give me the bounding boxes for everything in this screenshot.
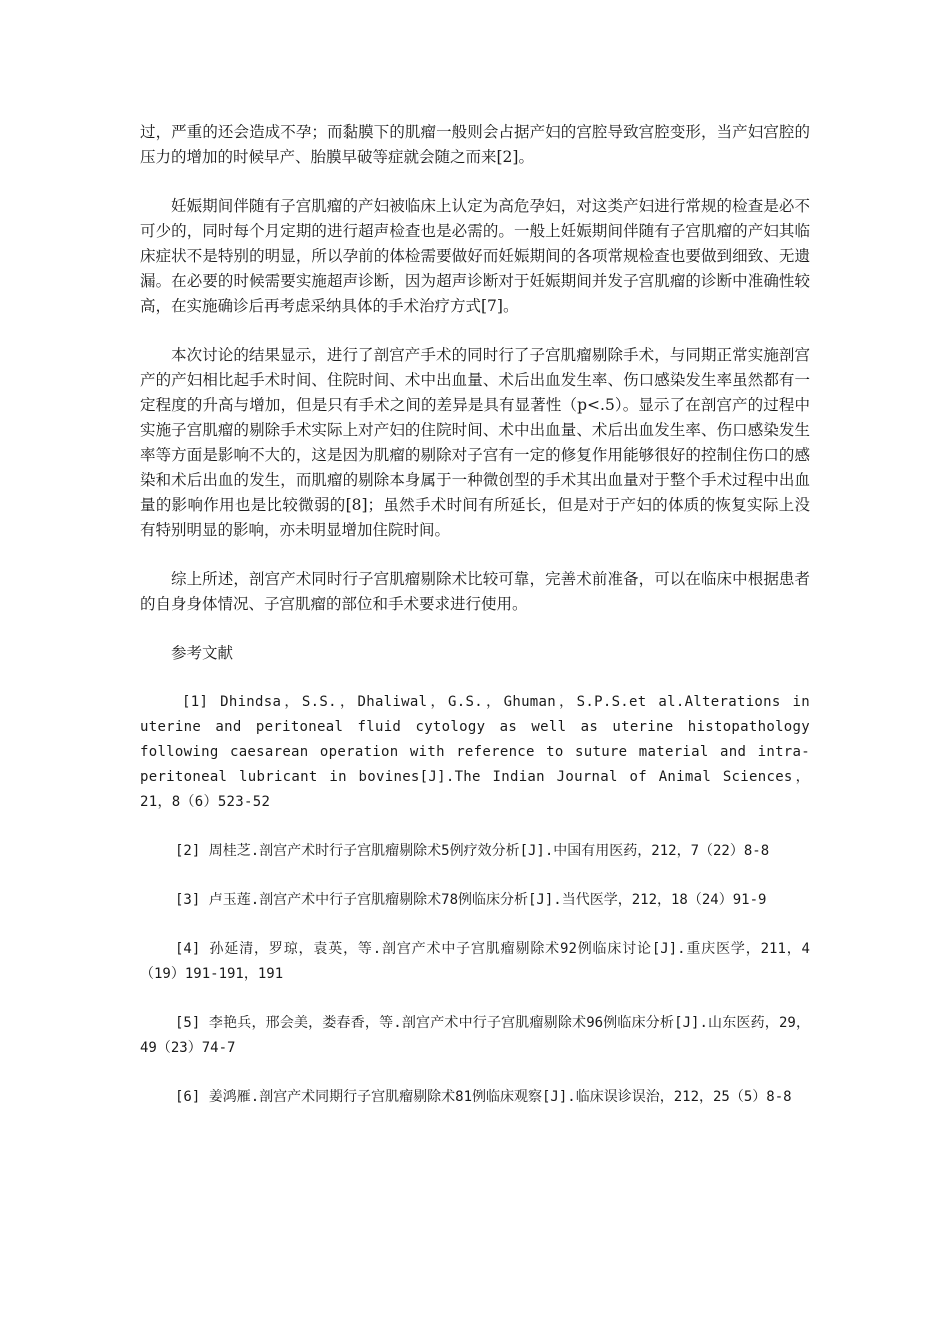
paragraph-gap [140,666,810,690]
paragraph-gap [140,319,810,343]
body-paragraph: 过，严重的还会造成不孕；而黏膜下的肌瘤一般则会占据产妇的宫腔导致宫腔变形，当产妇宫腔的压力的增加的时候早产、胎膜早破等症就会随之而来[2]。 [140,123,810,166]
paragraph-gap [140,543,810,567]
body-paragraph: 综上所述，剖宫产术同时行子宫肌瘤剔除术比较可靠，完善术前准备，可以在临床中根据患者的自身身体情况、子宫肌瘤的部位和手术要求进行使用。 [140,570,810,613]
reference-item: [6] 姜鸿雁.剖宫产术同期行子宫肌瘤剔除术81例临床观察[J].临床误诊误治，212，25（5）8-8 [175,1089,792,1105]
paragraph-gap [140,617,810,641]
paragraph-gap [140,1061,810,1085]
paragraph-gap [140,913,810,937]
paragraph-gap [140,170,810,194]
references-heading: 参考文献 [171,644,234,662]
reference-item: [4] 孙延清，罗琼，袁英，等.剖宫产术中子宫肌瘤剔除术92例临床讨论[J].重庆医学，211，4（19）191-191，191 [140,941,810,982]
document-body [140,120,810,1110]
body-paragraph: 本次讨论的结果显示，进行了剖宫产手术的同时行了子宫肌瘤剔除手术，与同期正常实施剖宫产的产妇相比起手术时间、住院时间、术中出血量、术后出血发生率、伤口感染发生率虽然都有一定程度的升高与增加，但是只有手术之间的差异是具有显著性（p<.5）。显示了在剖宫产的过程中实施子宫肌瘤的剔除手术实际上对产妇的住院时间、术中出血量、术后出血发生率、伤口感染发生率等方面是影响不大的，这是因为肌瘤的剔除对子宫有一定的修复作用能够很好的控制住伤口的感染和术后出血的发生，而肌瘤的剔除本身属于一种微创型的手术其出血量对于整个手术过程中出血量的影响作用也是比较微弱的[8]；虽然手术时间有所延长，但是对于产妇的体质的恢复实际上没有特别明显的影响，亦未明显增加住院时间。 [140,346,810,539]
reference-item: [2] 周桂芝.剖宫产术时行子宫肌瘤剔除术5例疗效分析[J].中国有用医药，212，7（22）8-8 [175,843,770,859]
paragraph-gap [140,987,810,1011]
body-paragraph: 妊娠期间伴随有子宫肌瘤的产妇被临床上认定为高危孕妇，对这类产妇进行常规的检查是必不可少的，同时每个月定期的进行超声检查也是必需的。一般上妊娠期间伴随有子宫肌瘤的产妇其临床症状不是特别的明显，所以孕前的体检需要做好而妊娠期间的各项常规检查也要做到细致、无遗漏。在必要的时候需要实施超声诊断，因为超声诊断对于妊娠期间并发子宫肌瘤的诊断中准确性较高，在实施确诊后再考虑采纳具体的手术治疗方式[7]。 [140,197,810,315]
reference-item: [3] 卢玉莲.剖宫产术中行子宫肌瘤剔除术78例临床分析[J].当代医学，212，18（24）91-9 [175,892,767,908]
reference-item: [5] 李艳兵，邢会美，娄春香，等.剖宫产术中行子宫肌瘤剔除术96例临床分析[J].山东医药，29，49（23）74-7 [140,1015,810,1056]
paragraph-gap [140,864,810,888]
reference-item: [1] Dhindsa，S.S.，Dhaliwal，G.S.，Ghuman，S.P.S.et al.Alterations in uterine and peritoneal fluid cytology as well as uterine histopathology following caesarean operation with reference to suture material and intra-peritoneal lubricant in bovines[J].The Indian Journal of Animal Sciences，21，8（6）523-52 [140,694,810,810]
paragraph-gap [140,815,810,839]
